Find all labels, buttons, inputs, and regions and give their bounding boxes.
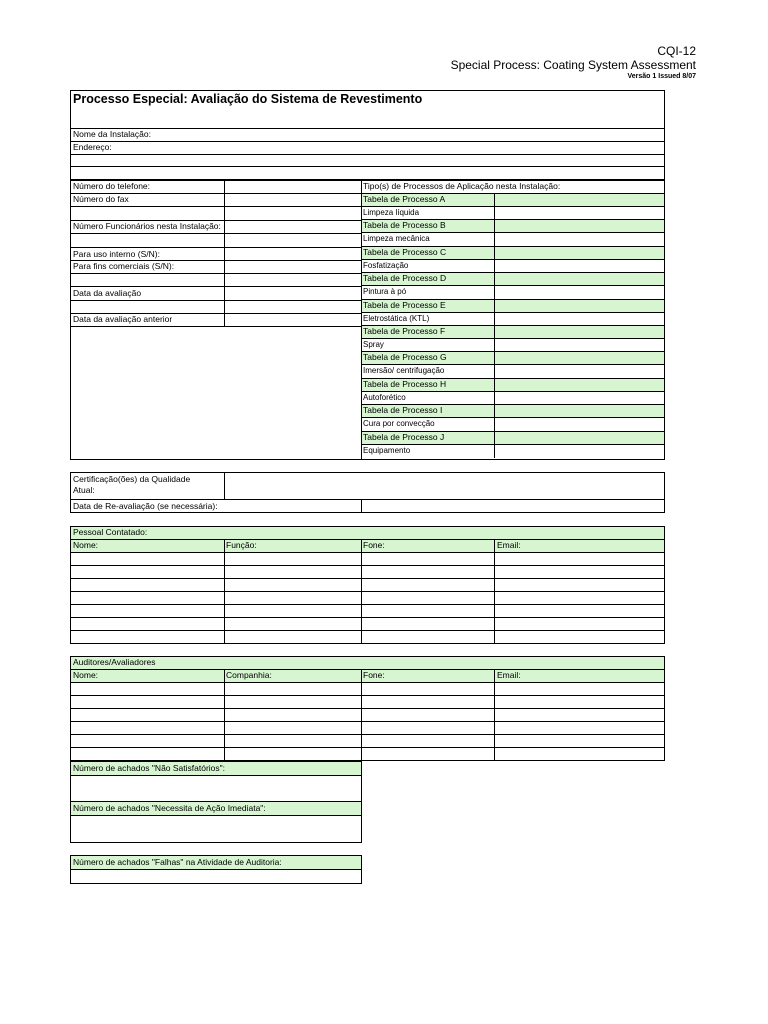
- document-subtitle: Special Process: Coating System Assessment: [450, 58, 696, 72]
- unsatisfactory-findings-label: Número de achados "Não Satisfatórios":: [73, 763, 226, 773]
- process-type-name: Fosfatização: [363, 260, 409, 270]
- employees-label: Número Funcionários nesta Instalação:: [73, 221, 221, 231]
- process-type-name: Pintura à pó: [363, 287, 407, 297]
- process-table-label: Tabela de Processo E: [363, 299, 446, 310]
- process-table-label: Tabela de Processo D: [363, 273, 447, 284]
- process-table-label: Tabela de Processo I: [363, 405, 443, 416]
- fax-label: Número do fax: [73, 194, 129, 204]
- immediate-action-findings-label: Número de achados "Necessita de Ação Imediata":: [73, 803, 266, 813]
- process-type-name: Limpeza líquida: [363, 208, 420, 217]
- contacts-column-header: Email:: [497, 540, 521, 550]
- auditors-column-header: Nome:: [73, 670, 99, 680]
- certification-label-2: Atual:: [73, 485, 95, 495]
- process-type-name: Spray: [363, 340, 384, 349]
- commercial-use-label: Para fins comerciais (S/N):: [73, 261, 175, 271]
- form-title: Processo Especial: Avaliação do Sistema de Revestimento: [73, 92, 423, 106]
- process-type-name: Imersão/ centrifugação: [363, 366, 445, 376]
- contacts-column-header: Nome:: [73, 540, 99, 550]
- process-table-label: Tabela de Processo B: [363, 220, 446, 231]
- contacts-title: Pessoal Contatado:: [73, 527, 148, 537]
- process-table-label: Tabela de Processo A: [363, 194, 446, 204]
- certification-label-1: Certificação(ões) da Qualidade: [73, 474, 191, 484]
- process-type-name: Eletrostática (KTL): [363, 313, 430, 323]
- process-type-name: Equipamento: [363, 445, 411, 455]
- process-table-label: Tabela de Processo G: [363, 352, 447, 363]
- process-table-label: Tabela de Processo J: [363, 431, 445, 442]
- reassessment-label: Data de Re-avaliação (se necessária):: [73, 501, 218, 511]
- process-table-label: Tabela de Processo F: [363, 326, 446, 336]
- contacts-column-header: Fone:: [363, 540, 385, 550]
- assessment-date-label: Data da avaliação: [73, 288, 142, 298]
- auditors-title: Auditores/Avaliadores: [73, 657, 156, 667]
- auditors-column-header: Email:: [497, 670, 521, 680]
- auditors-column-header: Companhia:: [226, 670, 272, 680]
- process-type-name: Cura por convecção: [363, 419, 435, 429]
- previous-assessment-label: Data da avaliação anterior: [73, 314, 173, 324]
- contacts-column-header: Função:: [226, 540, 257, 550]
- process-table-label: Tabela de Processo C: [363, 246, 447, 257]
- auditors-column-header: Fone:: [363, 670, 385, 680]
- process-type-name: Limpeza mecânica: [363, 234, 430, 244]
- phone-label: Número do telefone:: [73, 181, 151, 191]
- process-type-name: Autoforético: [363, 392, 406, 402]
- document-code: CQI-12: [657, 44, 696, 58]
- address-label: Endereço:: [73, 142, 112, 152]
- process-types-label: Tipo(s) de Processos de Aplicação nesta Instalação:: [363, 181, 561, 191]
- internal-use-label: Para uso interno (S/N):: [73, 249, 160, 259]
- document-version: Versão 1 Issued 8/07: [627, 73, 696, 80]
- facility-name-label: Nome da Instalação:: [73, 129, 151, 139]
- audit-failures-label: Número de achados "Falhas" na Atividade de Auditoria:: [73, 857, 282, 867]
- process-table-label: Tabela de Processo H: [363, 378, 447, 389]
